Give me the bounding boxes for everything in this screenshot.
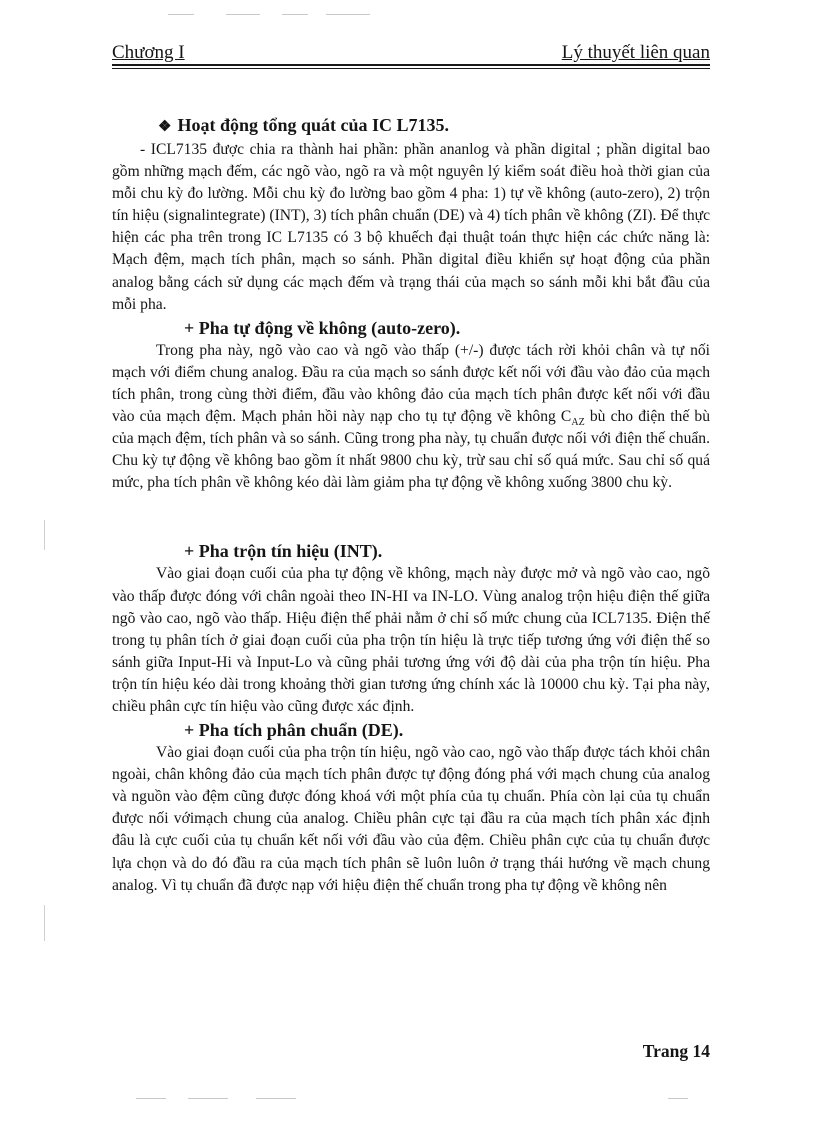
de-paragraph: Vào giai đoạn cuối của pha trộn tín hiệu, ngõ vào cao, ngõ vào thấp được tách khỏi chân ngoài, chân không đảo của mạch tích phân được tự động đóng phá với mạch chung của analog và nguồn vào đệm cũng được đóng khoá với một phía của tụ chuẩn. Phía còn lại của tụ chuẩn được nối vớimạch chung của analog. Chiều phân cực tại đầu ra của mạch tích phân xác định đâu là cực cuối của tụ chuẩn kết nối với đầu vào của đệm. Chiều phân cực của tụ chuẩn được lựa chọn và do đó đầu ra của mạch tích phân sẽ luôn luôn ở trạng thái hướng về mạch chung analog. Vì tụ chuẩn đã được nạp với hiệu điện thế chuẩn trong pha tự động về không nên <box>112 744 710 894</box>
autozero-text-after: bù cho điện thế bù của mạch đệm, tích phân và so sánh. Cũng trong pha này, tụ chuẩn được nối với điện thế chuẩn. Chu kỳ tự động về không bao gồm ít nhất 9800 chu kỳ, trừ sau chỉ số quá mức. Sau chỉ số quá mức, pha tích phân về không kéo dài làm giảm pha tự động về không xuống 3800 chu kỳ. <box>112 408 711 492</box>
autozero-heading: + Pha tự động về không (auto-zero). <box>184 317 461 338</box>
top-edge-mark <box>282 14 308 15</box>
section-label: Lý thuyết liên quan <box>561 42 710 63</box>
margin-mark <box>44 905 45 941</box>
page-header <box>112 42 710 64</box>
chapter-label: Chương I <box>112 42 185 63</box>
top-edge-mark <box>226 14 260 15</box>
autozero-text-before: Trong pha này, ngõ vào cao và ngõ vào thấp (+/-) được tách rời khỏi chân và tự nối mạch với điểm chung analog. Đầu ra của mạch so sánh được kết nối với đầu vào đảo của mạch tích phân, trong cùng thời điểm, đầu vào không đảo của mạch tích phân được kết nối với đầu vào của mạch đệm. Mạch phản hồi này nạp cho tụ tự động về không C <box>112 341 710 426</box>
bottom-edge-mark <box>668 1098 688 1099</box>
autozero-paragraph <box>112 340 710 495</box>
diamond-bullet-icon: ❖ <box>158 119 172 135</box>
bottom-edge-mark <box>136 1098 166 1099</box>
bottom-edge-mark <box>256 1098 296 1099</box>
overview-paragraph: - ICL7135 được chia ra thành hai phần: phần ananlog và phần digital ; phần digital bao gồm những mạch đếm, các ngõ vào, ngõ ra và một nguyên lý kiểm soát điều hoà thời gian của mỗi chu kỳ đo lường. Mỗi chu kỳ đo lường bao gồm 4 pha: 1) tự về không (auto-zero), 2) trộn tín hiệu (signalintegrate) (INT), 3) tích phân chuẩn (DE) và 4) tích phân về không (ZI). Để thực hiện các pha trên trong IC L7135 có 3 bộ khuếch đại thuật toán thực hiện các chức năng là: Mạch đệm, mạch tích phân, mạch so sánh. Phần digital điều khiển sự hoạt động của phần analog bằng cách sử dụng các mạch đếm và trạng thái của mạch so sánh mỗi khi bắt đầu của mỗi pha. <box>112 141 710 313</box>
capacitor-subscript: AZ <box>571 417 585 429</box>
bottom-edge-mark <box>188 1098 228 1099</box>
de-heading: + Pha tích phân chuẩn (DE). <box>184 720 404 741</box>
document-body <box>112 113 710 897</box>
header-rule <box>112 64 710 69</box>
overview-heading <box>112 113 710 139</box>
overview-heading-text: Hoạt động tổng quát của IC L7135. <box>177 115 449 135</box>
top-edge-mark <box>326 14 370 15</box>
page-number: Trang 14 <box>642 1041 710 1061</box>
margin-mark <box>44 520 45 550</box>
top-edge-mark <box>168 14 194 15</box>
int-paragraph: Vào giai đoạn cuối của pha tự động về không, mạch này được mở và ngõ vào cao, ngõ vào thấp được đóng với chân ngoài theo IN-HI va IN-LO. Vùng analog trộn hiệu điện thế giữa ngõ vào cao, ngõ vào thấp. Hiệu điện thế phải nằm ở chỉ số mức chung của ICL7135. Điện thế trong tụ phân tích ở giai đoạn cuối của pha trộn tín hiệu là trực tiếp tương ứng với điện thế so sánh giữa Input-Hi và Input-Lo và cũng phải tương ứng với độ dài của pha trộn tín hiệu. Pha trộn tín hiệu kéo dài trong khoảng thời gian tương ứng chính xác là 10000 chu kỳ. Tại pha này, chiều phân cực tín hiệu vào cũng được xác định. <box>112 565 710 715</box>
int-heading: + Pha trộn tín hiệu (INT). <box>184 541 383 562</box>
section-gap <box>112 494 710 539</box>
